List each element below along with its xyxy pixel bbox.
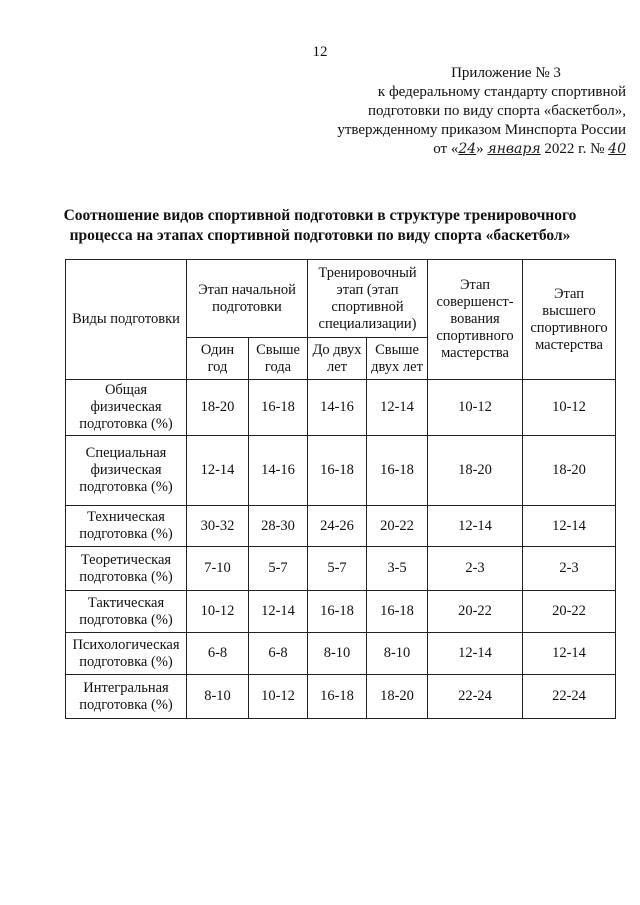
header-stage-initial: Этап начальной подготовки (187, 260, 308, 338)
table-cell: 10-12 (428, 380, 523, 436)
table-cell: 16-18 (308, 591, 367, 633)
table-cell: 10-12 (249, 675, 308, 719)
table-body (66, 380, 616, 719)
row-label: Тактическая подготовка (%) (66, 591, 187, 633)
row-label: Техническая подготовка (%) (66, 506, 187, 547)
table-row (66, 591, 616, 633)
row-label: Общая физическая подготовка (%) (66, 380, 187, 436)
date-year: 2022 г. № (544, 141, 605, 157)
table-row (66, 633, 616, 675)
header-types: Виды подготовки (66, 260, 187, 380)
table-cell: 12-14 (367, 380, 428, 436)
table-cell: 30-32 (187, 506, 249, 547)
table-cell: 5-7 (249, 547, 308, 591)
table-cell: 20-22 (523, 591, 616, 633)
table-cell: 18-20 (367, 675, 428, 719)
header-stage-training: Тренировочный этап (этап спортивной специализации) (308, 260, 428, 338)
table-cell: 8-10 (367, 633, 428, 675)
table-cell: 2-3 (523, 547, 616, 591)
date-mid: » (476, 141, 484, 157)
table-cell: 6-8 (249, 633, 308, 675)
header-sub-over-two: Свыше двух лет (367, 338, 428, 380)
row-label: Специальная физическая подготовка (%) (66, 436, 187, 506)
table-cell: 14-16 (308, 380, 367, 436)
table-cell: 5-7 (308, 547, 367, 591)
row-label: Теоретическая подготовка (%) (66, 547, 187, 591)
header-row-1 (66, 260, 616, 338)
appendix-block (296, 64, 626, 159)
table-cell: 16-18 (249, 380, 308, 436)
table-cell: 12-14 (428, 633, 523, 675)
header-sub-up-to-two: До двух лет (308, 338, 367, 380)
training-ratio-table (65, 259, 616, 719)
table-cell: 16-18 (367, 591, 428, 633)
table-cell: 22-24 (428, 675, 523, 719)
table-cell: 3-5 (367, 547, 428, 591)
header-sub-over-year: Свыше года (249, 338, 308, 380)
table-cell: 22-24 (523, 675, 616, 719)
table-cell: 24-26 (308, 506, 367, 547)
table-row (66, 675, 616, 719)
table-cell: 10-12 (187, 591, 249, 633)
document-title-line-2: процесса на этапах спортивной подготовки по виду спорта «баскетбол» (69, 227, 571, 244)
table-row (66, 506, 616, 547)
table-cell: 16-18 (367, 436, 428, 506)
table-cell: 18-20 (428, 436, 523, 506)
row-label: Интегральная подготовка (%) (66, 675, 187, 719)
header-stage-higher: Этап высшего спортивного мастерства (523, 260, 616, 380)
table-cell: 16-18 (308, 436, 367, 506)
date-prefix: от « (433, 141, 459, 157)
table-cell: 2-3 (428, 547, 523, 591)
table-cell: 12-14 (187, 436, 249, 506)
date-day: 24 (458, 141, 477, 157)
header-stage-improvement: Этап совершенст-вования спортивного мастерства (428, 260, 523, 380)
table-cell: 28-30 (249, 506, 308, 547)
page-number: 12 (312, 44, 328, 60)
table-cell: 12-14 (249, 591, 308, 633)
order-number: 40 (608, 141, 626, 157)
table-row (66, 547, 616, 591)
date-month: января (487, 141, 541, 157)
appendix-line-3: утвержденному приказом Минспорта России (337, 122, 626, 138)
table-cell: 12-14 (523, 633, 616, 675)
table-cell: 16-18 (308, 675, 367, 719)
row-label: Психологическая подготовка (%) (66, 633, 187, 675)
table-cell: 10-12 (523, 380, 616, 436)
table-cell: 20-22 (367, 506, 428, 547)
table-cell: 12-14 (523, 506, 616, 547)
appendix-line-1: к федеральному стандарту спортивной (377, 84, 626, 100)
table-cell: 18-20 (523, 436, 616, 506)
table-row (66, 380, 616, 436)
table-row (66, 436, 616, 506)
table-cell: 12-14 (428, 506, 523, 547)
header-sub-one-year: Один год (187, 338, 249, 380)
document-title (40, 206, 600, 246)
table-cell: 7-10 (187, 547, 249, 591)
appendix-title: Приложение № 3 (451, 65, 561, 81)
table-cell: 8-10 (308, 633, 367, 675)
table-cell: 8-10 (187, 675, 249, 719)
table-cell: 18-20 (187, 380, 249, 436)
appendix-date-line (296, 140, 626, 159)
table-cell: 20-22 (428, 591, 523, 633)
table-cell: 14-16 (249, 436, 308, 506)
table-cell: 6-8 (187, 633, 249, 675)
appendix-line-2: подготовки по виду спорта «баскетбол», (368, 103, 626, 119)
document-title-line-1: Соотношение видов спортивной подготовки в структуре тренировочного (63, 207, 577, 224)
